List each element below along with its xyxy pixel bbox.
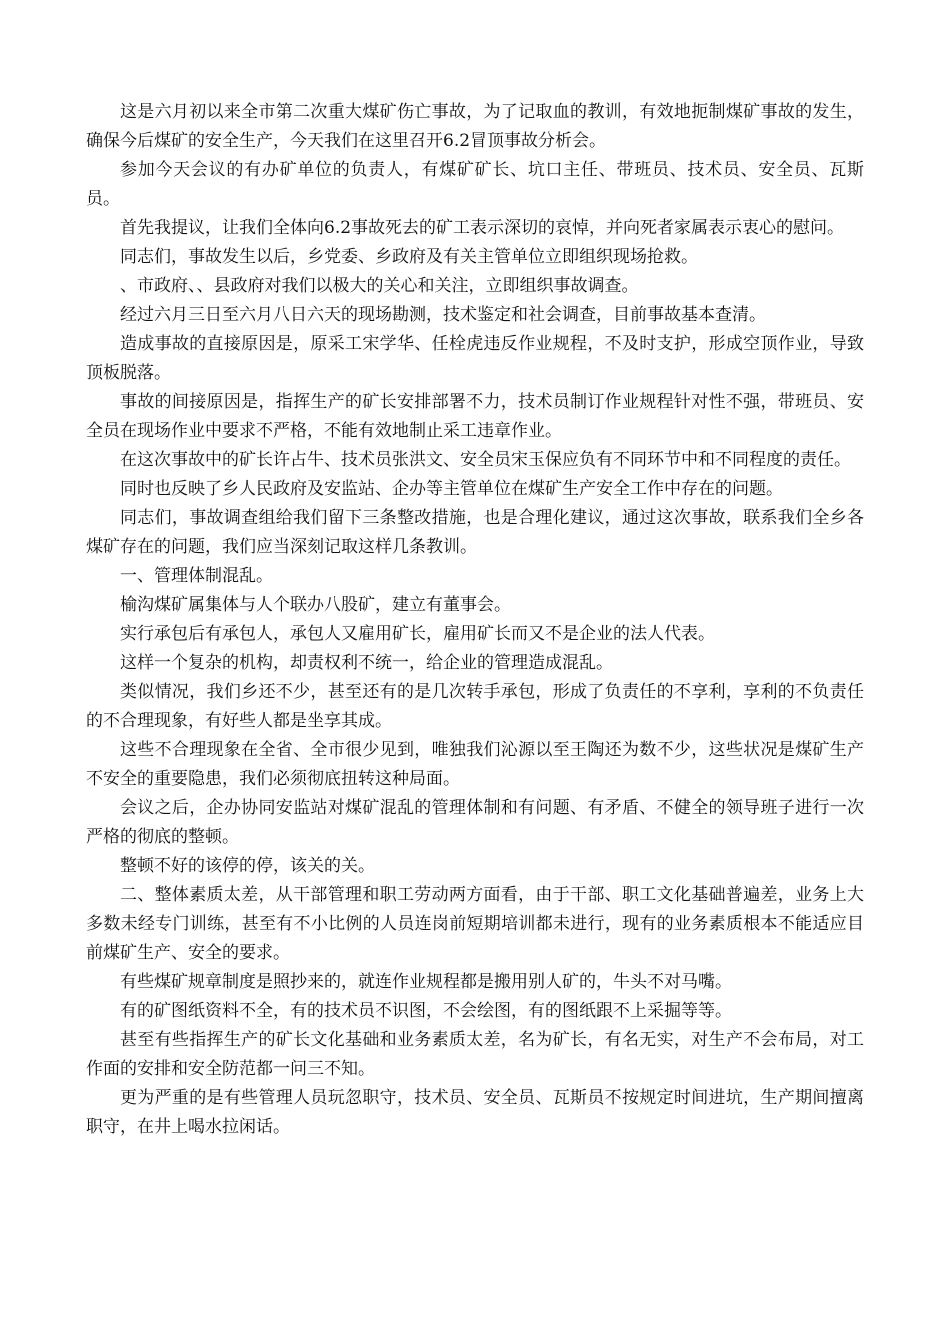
paragraph-10: 同时也反映了乡人民政府及安监站、企办等主管单位在煤矿生产安全工作中存在的问题。 — [120, 479, 783, 499]
section-heading-1: 一、管理体制混乱。 — [120, 566, 273, 586]
paragraph-18: 会议之后，企办协同安监站对煤矿混乱的管理体制和有问题、有矛盾、不健全的领导班子进行一次严格的彻底的整顿。 — [86, 798, 864, 847]
paragraph-11: 同志们，事故调查组给我们留下三条整改措施，也是合理化建议，通过这次事故，联系我们全乡各煤矿存在的问题，我们应当深刻记取这样几条教训。 — [86, 508, 864, 557]
paragraph-15: 这样一个复杂的机构，却责权利不统一，给企业的管理造成混乱。 — [120, 653, 613, 673]
paragraph-22: 有的矿图纸资料不全，有的技术员不识图，不会绘图，有的图纸跟不上采掘等等。 — [120, 1001, 732, 1021]
paragraph-3: 首先我提议，让我们全体向6.2事故死去的矿工表示深切的哀悼，并向死者家属表示衷心的慰问。 — [120, 218, 845, 238]
paragraph-9: 在这次事故中的矿长许占牛、技术员张洪文、安全员宋玉保应负有不同环节中和不同程度的责任。 — [120, 450, 851, 470]
document-body — [86, 98, 864, 1142]
paragraph-2: 参加今天会议的有办矿单位的负责人，有煤矿矿长、坑口主任、带班员、技术员、安全员、瓦斯员。 — [86, 160, 864, 209]
paragraph-16: 类似情况，我们乡还不少，甚至还有的是几次转手承包，形成了负责任的不享利，享利的不负责任的不合理现象，有好些人都是坐享其成。 — [86, 682, 864, 731]
paragraph-19: 整顿不好的该停的停，该关的关。 — [120, 856, 375, 876]
paragraph-7: 造成事故的直接原因是，原采工宋学华、任栓虎违反作业规程，不及时支护，形成空顶作业，导致顶板脱落。 — [86, 334, 864, 383]
paragraph-23: 甚至有些指挥生产的矿长文化基础和业务素质太差，名为矿长，有名无实，对生产不会布局，对工作面的安排和安全防范都一问三不知。 — [86, 1030, 864, 1079]
paragraph-17: 这些不合理现象在全省、全市很少见到，唯独我们沁源以至王陶还为数不少，这些状况是煤矿生产不安全的重要隐患，我们必须彻底扭转这种局面。 — [86, 740, 864, 789]
paragraph-4: 同志们，事故发生以后，乡党委、乡政府及有关主管单位立即组织现场抢救。 — [120, 247, 698, 267]
paragraph-13: 榆沟煤矿属集体与人个联办八股矿，建立有董事会。 — [120, 595, 511, 615]
paragraph-14: 实行承包后有承包人，承包人又雇用矿长，雇用矿长而又不是企业的法人代表。 — [120, 624, 715, 644]
paragraph-24: 更为严重的是有些管理人员玩忽职守，技术员、安全员、瓦斯员不按规定时间进坑，生产期间擅离职守，在井上喝水拉闲话。 — [86, 1088, 864, 1137]
paragraph-5: 、市政府、、县政府对我们以极大的关心和关注，立即组织事故调查。 — [120, 276, 639, 296]
section-heading-2: 二、整体素质太差，从干部管理和职工劳动两方面看，由于干部、职工文化基础普遍差，业务上大多数未经专门训练，甚至有不小比例的人员连岗前短期培训都未进行，现有的业务素质根本不能适应目前煤矿生产、安全的要求。 — [86, 885, 864, 963]
paragraph-21: 有些煤矿规章制度是照抄来的，就连作业规程都是搬用别人矿的，牛头不对马嘴。 — [120, 972, 732, 992]
paragraph-1: 这是六月初以来全市第二次重大煤矿伤亡事故，为了记取血的教训，有效地扼制煤矿事故的发生，确保今后煤矿的安全生产，今天我们在这里召开6.2冒顶事故分析会。 — [86, 102, 864, 151]
paragraph-8: 事故的间接原因是，指挥生产的矿长安排部署不力，技术员制订作业规程针对性不强，带班员、安全员在现场作业中要求不严格，不能有效地制止采工违章作业。 — [86, 392, 864, 441]
paragraph-6: 经过六月三日至六月八日六天的现场勘测，技术鉴定和社会调查，目前事故基本查清。 — [120, 305, 766, 325]
